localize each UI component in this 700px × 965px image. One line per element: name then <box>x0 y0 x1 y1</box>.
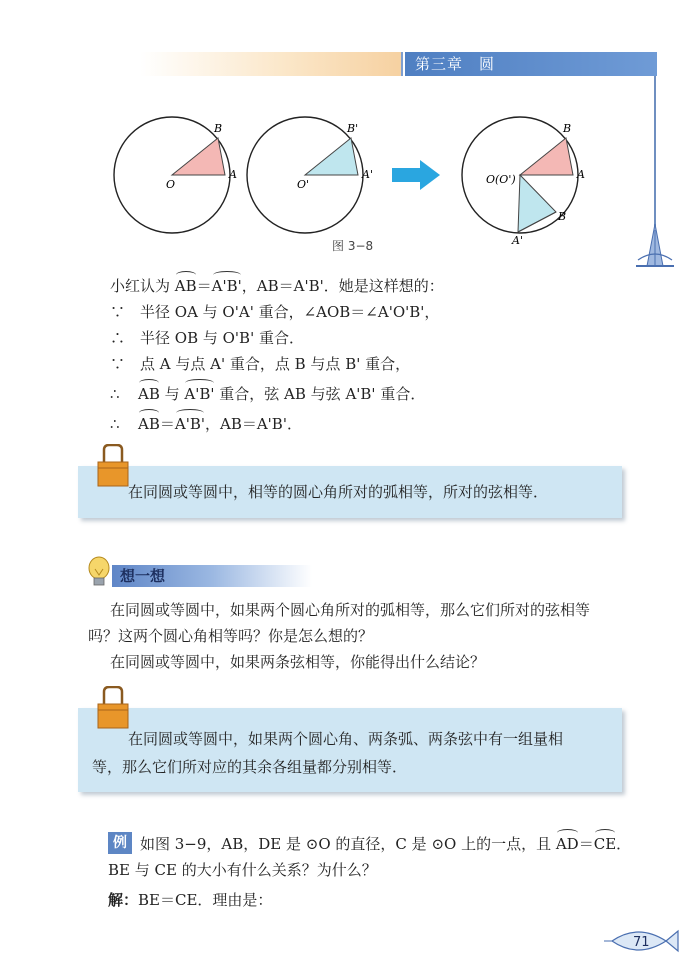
sector-aob <box>172 138 225 175</box>
label-b-prime: B' <box>347 122 359 135</box>
page-number: 71 <box>633 935 650 950</box>
therefore-symbol-2: ∴ <box>110 415 120 433</box>
lightbulb-icon <box>86 555 112 589</box>
example-badge: 例 <box>108 832 132 854</box>
theorem-box-1 <box>78 466 622 518</box>
solution-text: BE＝CE．理由是： <box>138 891 273 909</box>
binder-clip-icon <box>96 444 130 488</box>
arc-ce: CE <box>593 835 617 853</box>
label-b-rotated: B <box>558 210 567 223</box>
reasoning-intro-end: ，AB＝A'B'．她是这样想的： <box>241 277 444 295</box>
label-a-prime: A' <box>362 168 373 181</box>
example-equals: ＝ <box>578 835 594 853</box>
reasoning-step-1: ∵ 半径 OA 与 O'A' 重合，∠AOB＝∠A'O'B'， <box>110 303 440 321</box>
label-a-prime-overlay: A' <box>512 234 523 247</box>
sector-a-o-b-prime <box>305 138 358 175</box>
solution-label: 解： <box>108 891 139 909</box>
reasoning-intro <box>110 276 444 296</box>
step5-mid: ＝ <box>159 415 175 433</box>
therefore-symbol: ∴ <box>110 385 120 403</box>
arc-a-b-prime-step4: A'B' <box>184 385 215 403</box>
arc-ab-step5: AB <box>138 415 160 433</box>
example-line-1-end: ． <box>616 835 632 853</box>
label-a-overlay: A <box>577 168 585 181</box>
sector-overlay-cyan <box>518 175 556 232</box>
reasoning-step-4 <box>110 384 425 404</box>
arc-ab-step4: AB <box>138 385 160 403</box>
solution-line <box>108 890 272 910</box>
think-title: 想一想 <box>120 567 166 585</box>
label-o-o-prime: O(O') <box>486 173 516 186</box>
label-b: B <box>214 122 223 135</box>
step4-end: 重合，弦 AB 与弦 A'B' 重合． <box>214 385 426 403</box>
binder-clip-icon-2 <box>96 686 130 730</box>
figure-caption: 图 3−8 <box>332 239 374 253</box>
think-para-1a: 在同圆或等圆中，如果两个圆心角所对的弧相等，那么它们所对的弦相等 <box>110 601 591 619</box>
chapter-title: 第三章 圆 <box>415 55 496 73</box>
label-a: A <box>229 168 237 181</box>
page-number-fish <box>600 925 680 957</box>
think-section-banner <box>112 565 312 587</box>
arc-a-b-prime-step5: A'B' <box>174 415 205 433</box>
label-o-prime: O' <box>297 178 310 191</box>
theorem-box-2 <box>78 708 622 792</box>
reasoning-step-2: ∴ 半径 OB 与 O'B' 重合． <box>110 329 304 347</box>
side-rule <box>654 76 656 226</box>
header-gradient-strip <box>140 52 402 76</box>
step5-end: ，AB＝A'B'． <box>204 415 302 433</box>
label-b-overlay: B <box>563 122 572 135</box>
reasoning-step-5 <box>110 414 302 434</box>
step4-mid: 与 <box>159 385 185 403</box>
sector-overlay-pink <box>520 138 573 175</box>
header-divider <box>401 52 403 76</box>
figure-3-8 <box>100 108 620 258</box>
arc-ab: AB <box>174 277 197 295</box>
example-line-1 <box>140 834 631 854</box>
theorem-text-2b: 等，那么它们所对应的其余各组量都分别相等． <box>92 758 408 776</box>
right-arrow-icon <box>392 160 440 190</box>
chapter-header <box>405 52 657 76</box>
arc-ad: AD <box>555 835 579 853</box>
example-line-2: BE 与 CE 的大小有什么关系？为什么？ <box>108 861 377 879</box>
think-para-2: 在同圆或等圆中，如果两条弦相等，你能得出什么结论？ <box>110 653 486 671</box>
reasoning-intro-text: 小红认为 <box>110 277 171 295</box>
lighthouse-icon <box>630 222 680 272</box>
think-para-1b: 吗？这两个圆心角相等吗？你是怎么想的？ <box>88 627 374 645</box>
equals-sign: ＝ <box>196 277 212 295</box>
reasoning-step-3: ∵ 点 A 与点 A' 重合，点 B 与点 B' 重合， <box>110 355 411 373</box>
theorem-text-2a: 在同圆或等圆中，如果两个圆心角、两条弧、两条弦中有一组量相 <box>128 730 564 748</box>
theorem-text-1: 在同圆或等圆中，相等的圆心角所对的弧相等，所对的弦相等． <box>128 483 549 501</box>
arc-a-b-prime: A'B' <box>211 277 242 295</box>
label-o: O <box>166 178 176 191</box>
example-line-1-text: 如图 3−9，AB，DE 是 ⊙O 的直径，C 是 ⊙O 上的一点，且 <box>140 835 556 853</box>
